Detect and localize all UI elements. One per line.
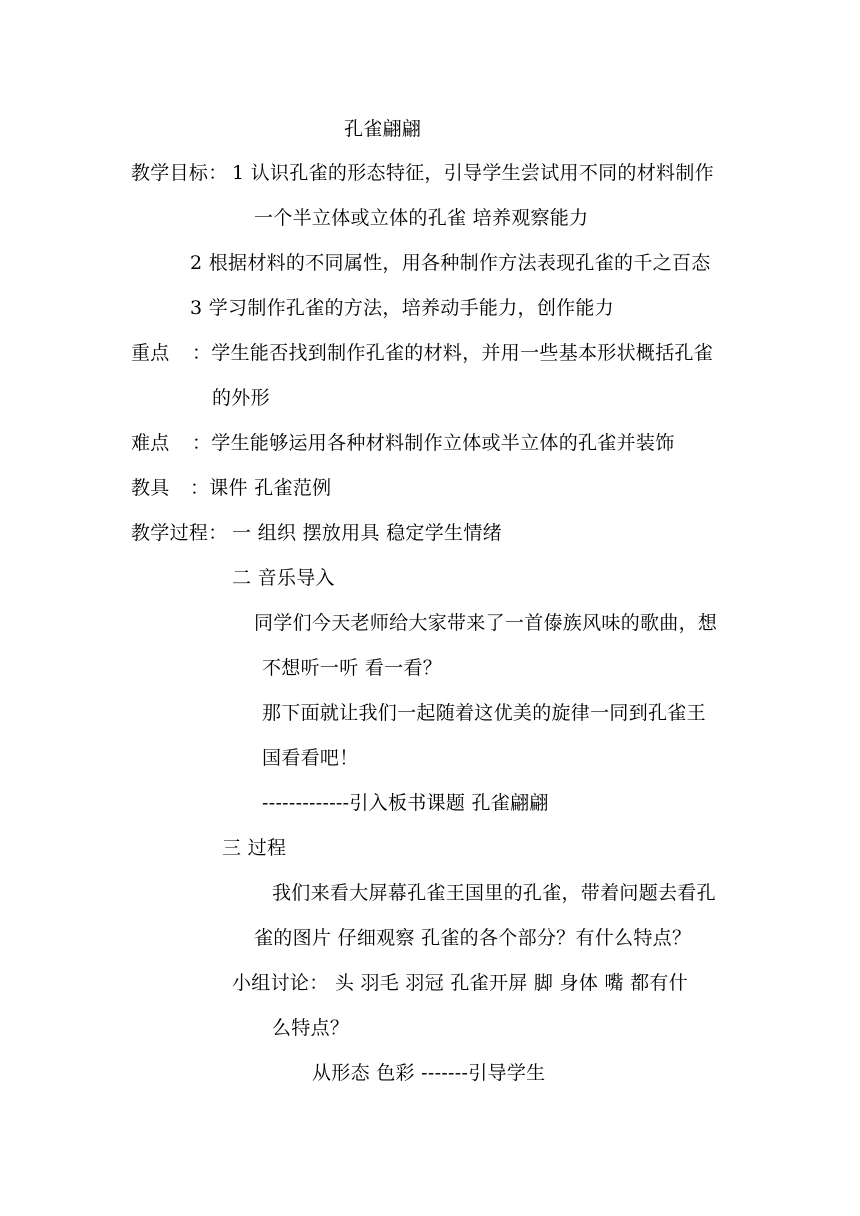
tools-label: 教具 (131, 477, 170, 499)
step-2-paragraph-2-line-2: 国看看吧！ (262, 747, 359, 769)
step-2-paragraph-3: -------------引入板书课题 孔雀翩翩 (262, 792, 549, 814)
key-point-label: 重点 (131, 342, 170, 364)
document-title: 孔雀翩翩 (344, 118, 422, 140)
step-2-paragraph-2-line-1: 那下面就让我们一起随着这优美的旋律一同到孔雀王 (262, 702, 706, 724)
step-3-paragraph-3: 从形态 色彩 -------引导学生 (312, 1062, 546, 1084)
process-step-1: 一 组织 摆放用具 稳定学生情绪 (232, 522, 502, 544)
difficulty-line-1: ：学生能够运用各种材料制作立体或半立体的孔雀并装饰 (192, 432, 675, 454)
objective-2: 2 根据材料的不同属性，用各种制作方法表现孔雀的千之百态 (190, 252, 711, 274)
step-2-paragraph-1-line-1: 同学们今天老师给大家带来了一首傣族风味的歌曲，想 (254, 612, 718, 634)
objective-1-line-1: 1 认识孔雀的形态特征，引导学生尝试用不同的材料制作 (232, 162, 714, 184)
objectives-label: 教学目标： (131, 162, 228, 184)
difficulty-label: 难点 (131, 432, 170, 454)
process-label: 教学过程： (131, 522, 228, 544)
step-3-paragraph-1-line-1: 我们来看大屏幕孔雀王国里的孔雀，带着问题去看孔 (272, 882, 716, 904)
objective-1-line-2: 一个半立体或立体的孔雀 培养观察能力 (254, 207, 589, 229)
key-point-line-2: 的外形 (212, 387, 270, 409)
step-2-paragraph-1-line-2: 不想听一听 看一看？ (262, 657, 443, 679)
step-3-paragraph-1-line-2: 雀的图片 仔细观察 孔雀的各个部分？有什么特点？ (254, 927, 692, 949)
step-3-paragraph-2-line-1: 小组讨论： 头 羽毛 羽冠 孔雀开屏 脚 身体 嘴 都有什 (232, 972, 689, 994)
tools-line-1: ：课件 孔雀范例 (190, 477, 332, 499)
process-step-2: 二 音乐导入 (232, 567, 335, 589)
objective-3: 3 学习制作孔雀的方法，培养动手能力，创作能力 (190, 297, 615, 319)
key-point-line-1: ：学生能否找到制作孔雀的材料，并用一些基本形状概括孔雀 (192, 342, 714, 364)
step-3-paragraph-2-line-2: 么特点？ (272, 1017, 350, 1039)
process-step-3: 三 过程 (222, 837, 287, 859)
